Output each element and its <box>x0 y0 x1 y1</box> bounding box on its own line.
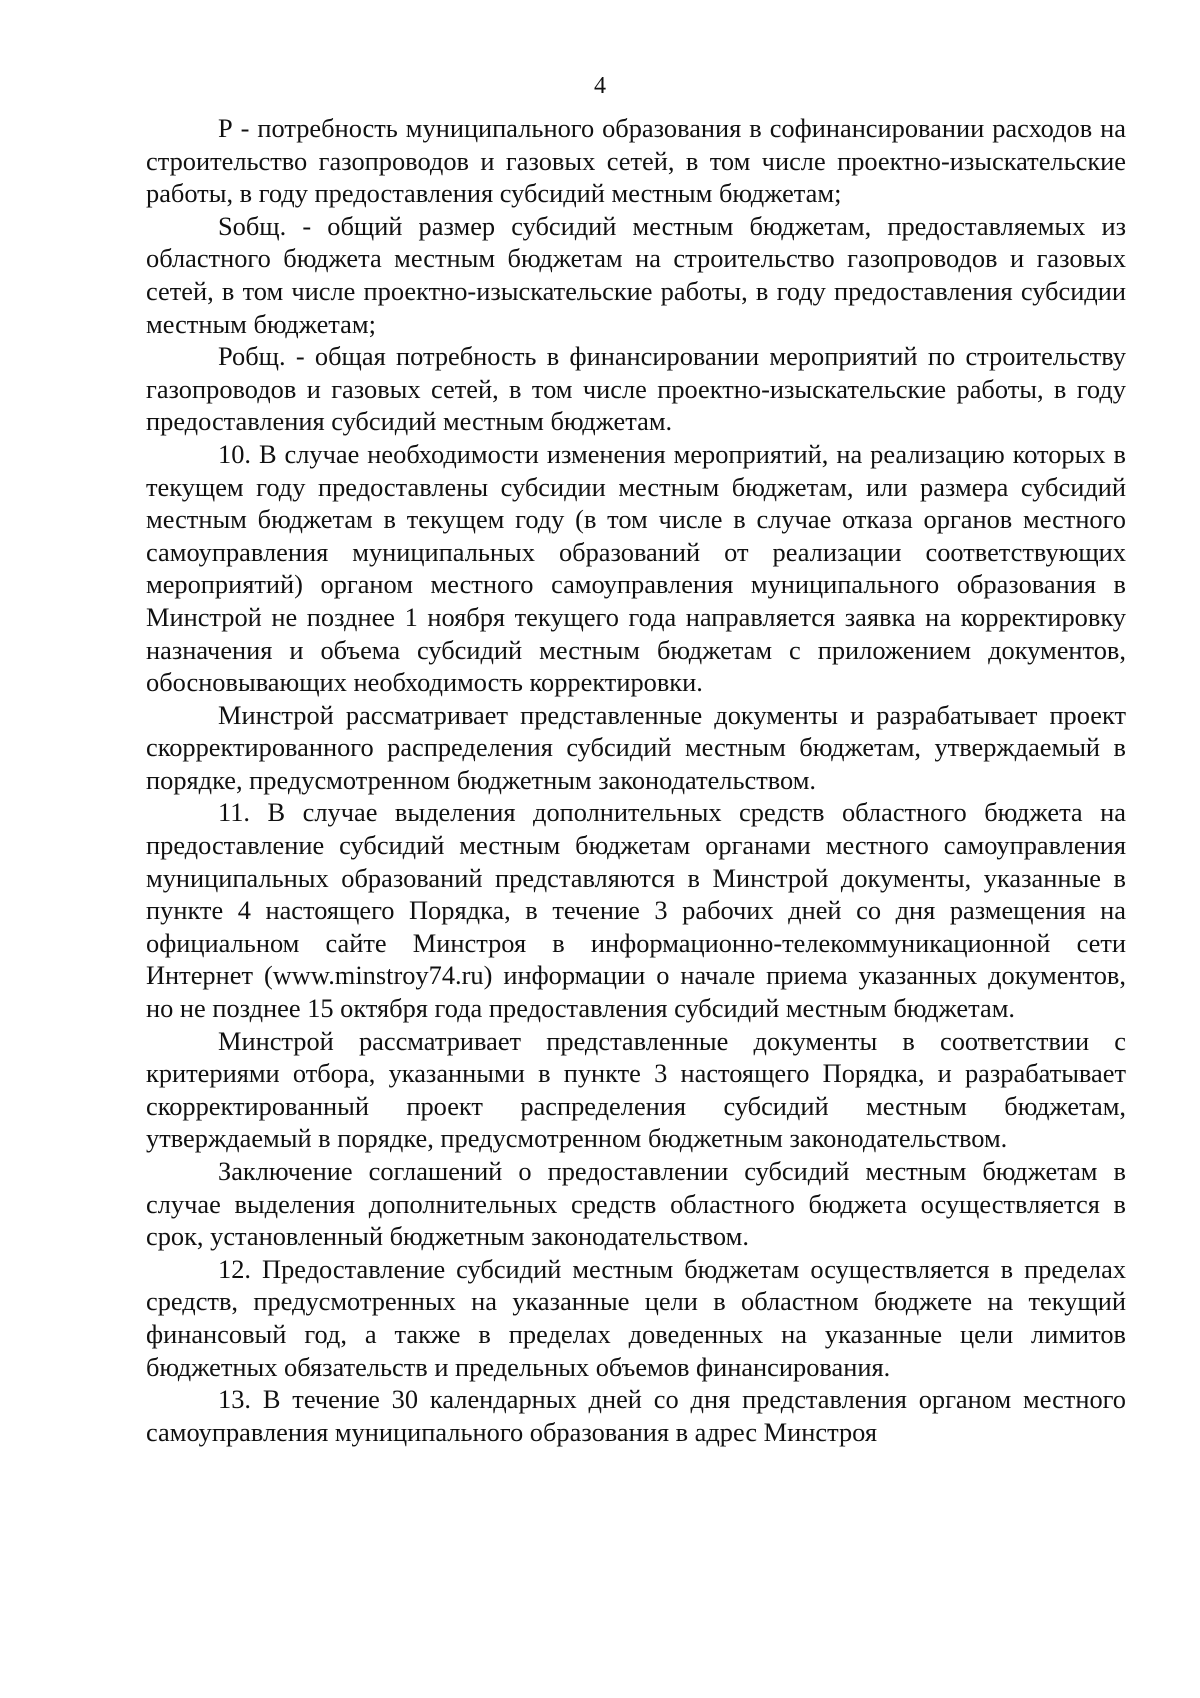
paragraph-p-total-definition: Робщ. - общая потребность в финансировании мероприятий по строительству газопроводов и газовых сетей, в том числе проектно-изыскательские работы, в году предоставления субсидий местным бюджетам. <box>146 341 1126 437</box>
paragraph-s-total-definition: Sобщ. - общий размер субсидий местным бюджетам, предоставляемых из областного бюджета местным бюджетам на строительство газопроводов и газовых сетей, в том числе проектно-изыскательские работы, в году предоставления субсидии местным бюджетам; <box>146 210 1126 339</box>
document-body <box>146 112 1126 1448</box>
paragraph-agreements: Заключение соглашений о предоставлении субсидий местным бюджетам в случае выделения дополнительных средств областного бюджета осуществляется в срок, установленный бюджетным законодательством. <box>146 1156 1126 1252</box>
paragraph-item-11-review: Минстрой рассматривает представленные документы в соответствии с критериями отбора, указанными в пункте 3 настоящего Порядка, и разрабатывает скорректированный проект распределения субсидий местным бюджетам, утверждаемый в порядке, предусмотренном бюджетным законодательством. <box>146 1025 1126 1154</box>
paragraph-item-10: 10. В случае необходимости изменения мероприятий, на реализацию которых в текущем году предоставлены субсидии местным бюджетам, или размера субсидий местным бюджетам в текущем году (в том числе в случае отказа органов местного самоуправления муниципальных образований от реализации соответствующих мероприятий) органом местного самоуправления муниципального образования в Минстрой не позднее 1 ноября текущего года направляется заявка на корректировку назначения и объема субсидий местным бюджетам с приложением документов, обосновывающих необходимость корректировки. <box>146 438 1126 698</box>
paragraph-p-definition: Р - потребность муниципального образования в софинансировании расходов на строительство газопроводов и газовых сетей, в том числе проектно-изыскательские работы, в году предоставления субсидий местным бюджетам; <box>146 113 1126 209</box>
paragraph-item-11: 11. В случае выделения дополнительных средств областного бюджета на предоставление субсидий местным бюджетам органами местного самоуправления муниципальных образований представляются в Минстрой документы, указанные в пункте 4 настоящего Порядка, в течение 3 рабочих дней со дня размещения на официальном сайте Минстроя в информационно-телекоммуникационной сети Интернет (www.minstroy74.ru) информации о начале приема указанных документов, но не позднее 15 октября года предоставления субсидий местным бюджетам. <box>146 797 1126 1024</box>
paragraph-item-12: 12. Предоставление субсидий местным бюджетам осуществляется в пределах средств, предусмотренных на указанные цели в областном бюджете на текущий финансовый год, а также в пределах доведенных на указанные цели лимитов бюджетных обязательств и предельных объемов финансирования. <box>146 1253 1126 1382</box>
page-number: 4 <box>594 73 606 99</box>
paragraph-item-10-review: Минстрой рассматривает представленные документы и разрабатывает проект скорректированного распределения субсидий местным бюджетам, утверждаемый в порядке, предусмотренном бюджетным законодательством. <box>146 699 1126 795</box>
paragraph-item-13: 13. В течение 30 календарных дней со дня представления органом местного самоуправления муниципального образования в адрес Минстроя <box>146 1384 1126 1447</box>
